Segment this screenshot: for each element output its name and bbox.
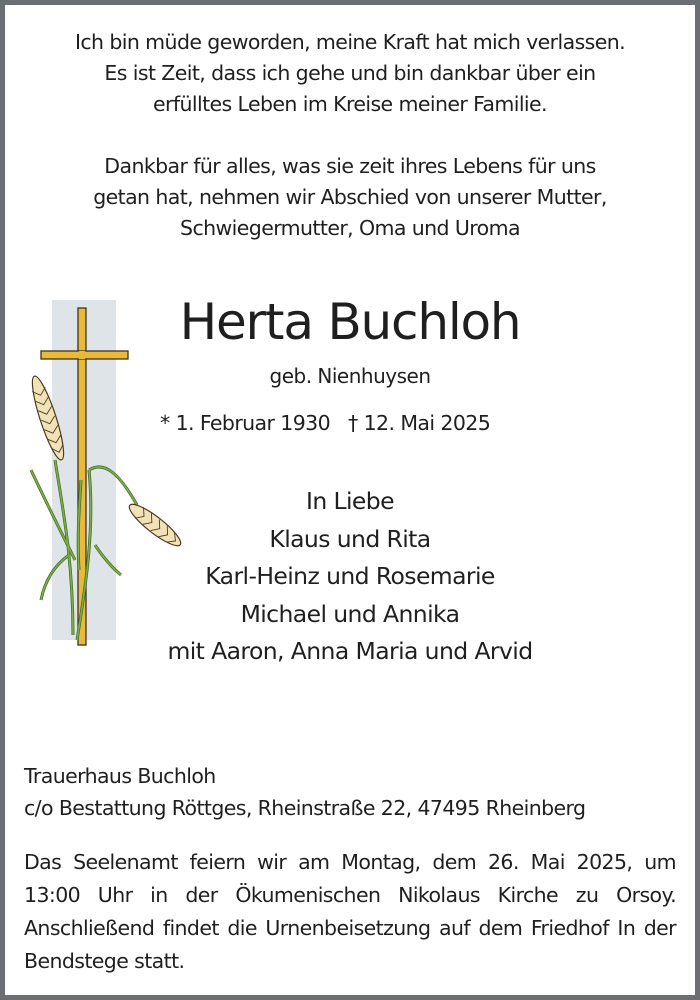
dedication-line: getan hat, nehmen wir Abschied von unserer Mutter, <box>93 185 607 209</box>
service-info <box>24 846 676 978</box>
poem <box>5 27 695 120</box>
obituary-card <box>5 5 695 995</box>
life-dates <box>160 409 490 437</box>
deceased-name: Herta Buchloh <box>179 293 521 351</box>
mourning-address <box>24 760 585 824</box>
service-line: um 13:00 Uhr in der Ökumenischen Nikolaus Kirche zu <box>24 850 676 907</box>
death-date: † 12. Mai 2025 <box>348 411 491 435</box>
mourner-line: mit Aaron, Anna Maria und Arvid <box>167 637 533 665</box>
service-line: Orsoy. Anschließend findet die Urnenbeisetzung auf dem <box>24 883 676 940</box>
poem-line: Es ist Zeit, dass ich gehe und bin dankbar über ein <box>104 61 596 85</box>
service-line: Friedhof In der Bendstege statt. <box>24 916 676 973</box>
dedication-line: Schwiegermutter, Oma und Uroma <box>180 216 520 240</box>
birth-date: * 1. Februar 1930 <box>160 411 331 435</box>
poem-line: erfülltes Leben im Kreise meiner Familie. <box>153 92 547 116</box>
dedication <box>5 151 695 244</box>
mourner-line: Karl-Heinz und Rosemarie <box>205 562 495 590</box>
mourner-line: Michael und Annika <box>240 599 460 628</box>
mourners <box>105 483 595 671</box>
mourner-line: Klaus und Rita <box>269 524 431 553</box>
address-line: c/o Bestattung Röttges, Rheinstraße 22, 47495 Rheinberg <box>24 796 586 820</box>
address-line: Trauerhaus Buchloh <box>24 764 216 788</box>
poem-line: Ich bin müde geworden, meine Kraft hat mich verlassen. <box>74 30 626 54</box>
dedication-line: Dankbar für alles, was sie zeit ihres Lebens für uns <box>104 154 596 178</box>
service-line: Das Seelenamt feiern wir am Montag, dem 26. Mai 2025, <box>24 850 633 874</box>
birth-name: geb. Nienhuysen <box>269 364 431 388</box>
mourner-line: In Liebe <box>306 487 394 515</box>
